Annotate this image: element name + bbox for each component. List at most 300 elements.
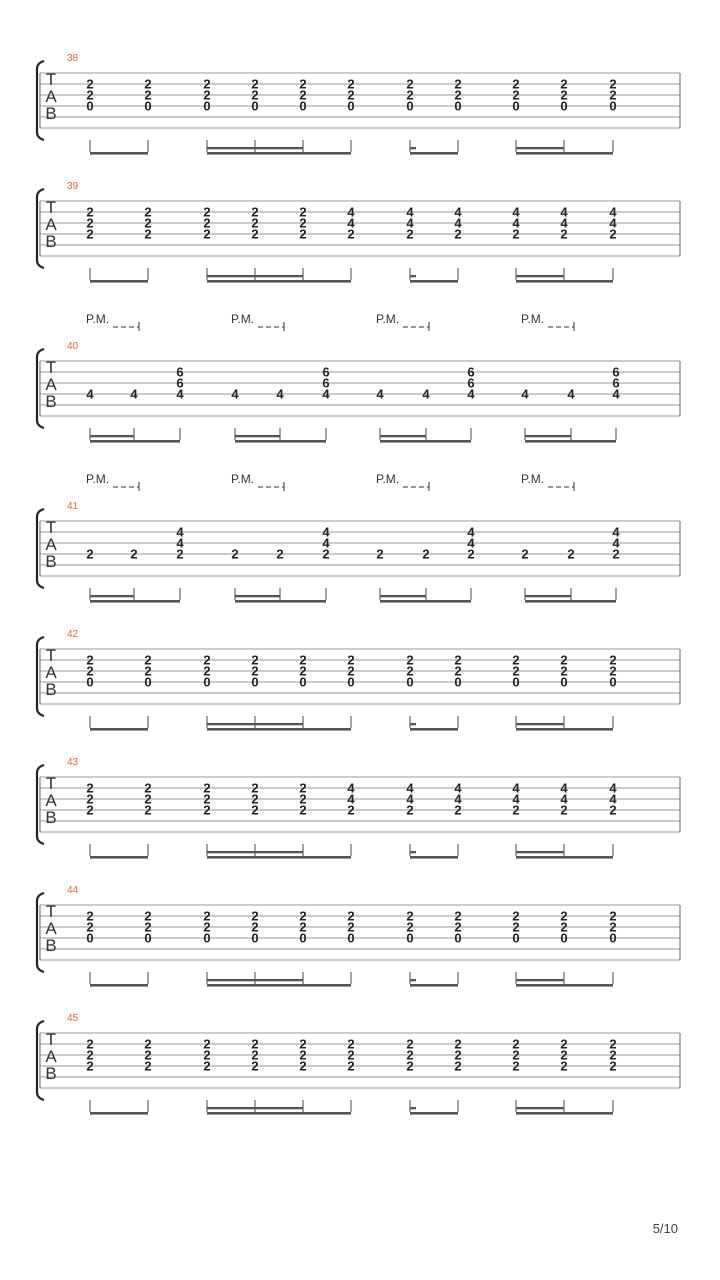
- fret-number: 2: [560, 663, 568, 679]
- fret-number: 0: [299, 98, 307, 114]
- fret-number: 2: [454, 919, 462, 935]
- fret-number: 0: [347, 674, 355, 690]
- fret-number: 0: [454, 930, 462, 946]
- fret-number: 2: [560, 1036, 568, 1052]
- fret-number: 2: [512, 1047, 520, 1063]
- fret-number: 2: [176, 546, 184, 562]
- note-beam: [380, 435, 426, 437]
- tab-clef-t: T: [45, 358, 57, 377]
- fret-number: 2: [609, 919, 617, 935]
- tab-system: [37, 629, 680, 731]
- fret-number: 4: [609, 791, 617, 807]
- fret-number: 2: [86, 76, 94, 92]
- fret-number: 6: [322, 364, 330, 380]
- fret-number: 2: [251, 663, 259, 679]
- fret-number: 2: [86, 802, 94, 818]
- note-beam: [410, 280, 458, 283]
- fret-number: 4: [612, 524, 620, 540]
- fret-number: 2: [512, 908, 520, 924]
- fret-number: 2: [609, 76, 617, 92]
- fret-number: 2: [203, 215, 211, 231]
- fret-number: 2: [512, 802, 520, 818]
- note-beam: [525, 435, 571, 437]
- fret-number: 0: [203, 98, 211, 114]
- fret-number: 0: [86, 674, 94, 690]
- measure-number: 44: [67, 885, 79, 896]
- note-beam: [410, 1112, 458, 1115]
- note-beam: [207, 728, 351, 731]
- note-beam: [516, 275, 564, 277]
- note-beam: [90, 595, 134, 597]
- fret-number: 2: [347, 908, 355, 924]
- measure-number: 43: [67, 757, 79, 768]
- fret-number: 2: [86, 1047, 94, 1063]
- fret-number: 4: [406, 215, 414, 231]
- fret-number: 2: [454, 1058, 462, 1074]
- fret-number: 4: [467, 535, 475, 551]
- tab-clef: [45, 70, 57, 123]
- fret-number: 0: [299, 930, 307, 946]
- fret-number: 2: [251, 215, 259, 231]
- fret-number: 2: [609, 802, 617, 818]
- tab-clef-b: B: [45, 808, 57, 827]
- fret-number: 2: [203, 76, 211, 92]
- fret-number: 2: [144, 204, 152, 220]
- fret-number: 2: [454, 1036, 462, 1052]
- tab-clef-a: A: [45, 663, 57, 682]
- fret-number: 2: [276, 546, 284, 562]
- fret-number: 2: [203, 802, 211, 818]
- measure-number: 38: [67, 53, 79, 64]
- fret-number: 2: [347, 652, 355, 668]
- tab-clef-a: A: [45, 215, 57, 234]
- fret-number: 2: [560, 76, 568, 92]
- fret-number: 0: [347, 930, 355, 946]
- tab-clef-b: B: [45, 936, 57, 955]
- fret-number: 2: [251, 87, 259, 103]
- fret-number: 2: [322, 546, 330, 562]
- tab-clef: [45, 902, 57, 955]
- fret-number: 6: [322, 375, 330, 391]
- note-beam: [90, 856, 148, 859]
- fret-number: 4: [560, 215, 568, 231]
- fret-number: 2: [512, 1036, 520, 1052]
- note-beam: [90, 728, 148, 731]
- fret-number: 2: [86, 908, 94, 924]
- fret-number: 2: [347, 1047, 355, 1063]
- tab-system: [37, 53, 680, 155]
- fret-number: 2: [144, 1036, 152, 1052]
- fret-number: 2: [609, 226, 617, 242]
- fret-number: 2: [347, 87, 355, 103]
- fret-number: 4: [422, 386, 430, 402]
- tab-clef: [45, 1030, 57, 1083]
- note-beam: [410, 728, 458, 731]
- fret-number: 2: [406, 76, 414, 92]
- fret-number: 2: [86, 215, 94, 231]
- fret-number: 0: [144, 98, 152, 114]
- fret-number: 2: [612, 546, 620, 562]
- note-beam: [207, 152, 351, 155]
- fret-number: 2: [609, 908, 617, 924]
- fret-number: 2: [251, 919, 259, 935]
- fret-number: 0: [406, 674, 414, 690]
- fret-number: 4: [454, 204, 462, 220]
- tab-clef-t: T: [45, 774, 57, 793]
- fret-number: 2: [406, 87, 414, 103]
- fret-number: 4: [609, 215, 617, 231]
- fret-number: 2: [560, 226, 568, 242]
- fret-number: 2: [567, 546, 575, 562]
- fret-number: 2: [144, 76, 152, 92]
- fret-number: 0: [406, 98, 414, 114]
- fret-number: 4: [176, 535, 184, 551]
- fret-number: 2: [299, 780, 307, 796]
- note-beam: [410, 856, 458, 859]
- note-beam: [207, 280, 351, 283]
- fret-number: 2: [454, 663, 462, 679]
- fret-number: 2: [512, 663, 520, 679]
- fret-number: 4: [322, 386, 330, 402]
- note-beam: [207, 856, 351, 859]
- fret-number: 4: [322, 524, 330, 540]
- palm-mute-label: P.M.: [521, 472, 545, 486]
- fret-number: 2: [560, 908, 568, 924]
- note-beam: [90, 984, 148, 987]
- fret-number: 4: [560, 791, 568, 807]
- note-beam: [516, 723, 564, 725]
- rhythm: [90, 140, 613, 155]
- fret-number: 4: [231, 386, 239, 402]
- tab-clef-a: A: [45, 375, 57, 394]
- fret-number: 2: [347, 919, 355, 935]
- fret-number: 4: [322, 535, 330, 551]
- tab-system: [37, 1013, 680, 1115]
- note-beam: [90, 1112, 148, 1115]
- fret-number: 0: [512, 930, 520, 946]
- fret-number: 4: [512, 780, 520, 796]
- fret-number: 2: [144, 919, 152, 935]
- fret-number: 4: [512, 791, 520, 807]
- fret-number: 4: [560, 780, 568, 796]
- palm-mute-label: P.M.: [376, 312, 400, 326]
- note-beam: [207, 851, 303, 853]
- fret-number: 2: [203, 919, 211, 935]
- note-beam: [516, 856, 613, 859]
- tab-system: [37, 472, 680, 603]
- palm-mute-label: P.M.: [521, 312, 545, 326]
- note-beam: [410, 723, 416, 725]
- measure-number: 39: [67, 181, 79, 192]
- tab-system: [37, 757, 680, 859]
- palm-mute-label: P.M.: [86, 472, 110, 486]
- fret-number: 0: [251, 930, 259, 946]
- fret-number: 2: [406, 652, 414, 668]
- note-beam: [90, 440, 180, 443]
- tab-clef-b: B: [45, 680, 57, 699]
- fret-number: 2: [376, 546, 384, 562]
- page-number: 5/10: [652, 1221, 678, 1236]
- note-beam: [235, 595, 280, 597]
- note-beam: [516, 152, 613, 155]
- note-beam: [516, 280, 613, 283]
- note-beam: [207, 979, 303, 981]
- fret-number: 4: [406, 204, 414, 220]
- fret-number: 4: [560, 204, 568, 220]
- fret-number: 4: [406, 780, 414, 796]
- note-beam: [207, 723, 303, 725]
- fret-number: 2: [299, 1047, 307, 1063]
- fret-number: 2: [454, 87, 462, 103]
- measure-number: 41: [67, 501, 79, 512]
- fret-number: 2: [560, 802, 568, 818]
- fret-number: 0: [144, 674, 152, 690]
- fret-number: 2: [609, 1047, 617, 1063]
- fret-number: 2: [454, 76, 462, 92]
- fret-number: 2: [203, 908, 211, 924]
- fret-number: 4: [176, 524, 184, 540]
- fret-number: 2: [422, 546, 430, 562]
- fret-number: 0: [203, 674, 211, 690]
- fret-number: 2: [512, 1058, 520, 1074]
- note-beam: [410, 275, 416, 277]
- fret-number: 6: [176, 364, 184, 380]
- note-beam: [410, 979, 416, 981]
- fret-number: 2: [144, 908, 152, 924]
- fret-number: 0: [251, 98, 259, 114]
- fret-number: 2: [521, 546, 529, 562]
- fret-number: 2: [86, 780, 94, 796]
- fret-number: 2: [512, 87, 520, 103]
- fret-number: 2: [347, 1036, 355, 1052]
- tab-clef-t: T: [45, 198, 57, 217]
- palm-mute-label: P.M.: [86, 312, 110, 326]
- note-beam: [516, 147, 564, 149]
- note-beam: [410, 152, 458, 155]
- fret-number: 4: [454, 215, 462, 231]
- note-beam: [235, 600, 326, 603]
- fret-number: 2: [251, 780, 259, 796]
- fret-number: 6: [467, 375, 475, 391]
- fret-number: 0: [251, 674, 259, 690]
- fret-number: 2: [299, 652, 307, 668]
- fret-number: 4: [347, 791, 355, 807]
- note-beam: [207, 275, 303, 277]
- fret-number: 2: [203, 652, 211, 668]
- fret-number: 6: [612, 364, 620, 380]
- fret-number: 2: [609, 1036, 617, 1052]
- fret-number: 0: [86, 930, 94, 946]
- fret-number: 2: [406, 802, 414, 818]
- rhythm: [90, 588, 616, 603]
- tab-clef-a: A: [45, 919, 57, 938]
- fret-number: 2: [512, 919, 520, 935]
- fret-number: 2: [299, 1058, 307, 1074]
- fret-number: 2: [251, 76, 259, 92]
- fret-number: 2: [299, 908, 307, 924]
- fret-number: 2: [347, 226, 355, 242]
- rhythm: [90, 268, 613, 283]
- fret-number: 2: [231, 546, 239, 562]
- note-beam: [525, 440, 616, 443]
- fret-number: 0: [512, 98, 520, 114]
- fret-number: 2: [406, 1036, 414, 1052]
- note-beam: [410, 147, 416, 149]
- fret-number: 4: [347, 204, 355, 220]
- fret-number: 2: [203, 1058, 211, 1074]
- fret-number: 2: [86, 546, 94, 562]
- fret-number: 0: [609, 674, 617, 690]
- fret-number: 2: [299, 791, 307, 807]
- fret-number: 2: [347, 1058, 355, 1074]
- fret-number: 4: [612, 386, 620, 402]
- fret-number: 0: [144, 930, 152, 946]
- note-beam: [90, 600, 180, 603]
- fret-number: 4: [376, 386, 384, 402]
- fret-number: 2: [203, 663, 211, 679]
- note-beam: [516, 984, 613, 987]
- fret-number: 2: [454, 652, 462, 668]
- fret-number: 2: [251, 908, 259, 924]
- fret-number: 2: [251, 1058, 259, 1074]
- fret-number: 0: [299, 674, 307, 690]
- fret-number: 2: [86, 919, 94, 935]
- fret-number: 2: [251, 204, 259, 220]
- fret-number: 2: [251, 1036, 259, 1052]
- fret-number: 2: [299, 204, 307, 220]
- tab-clef: [45, 358, 57, 411]
- fret-number: 2: [251, 802, 259, 818]
- fret-number: 4: [512, 215, 520, 231]
- fret-number: 2: [512, 226, 520, 242]
- fret-number: 0: [560, 930, 568, 946]
- fret-number: 2: [609, 663, 617, 679]
- measure-number: 40: [67, 341, 79, 352]
- fret-number: 2: [144, 1047, 152, 1063]
- fret-number: 4: [512, 204, 520, 220]
- fret-number: 0: [560, 674, 568, 690]
- fret-number: 2: [299, 226, 307, 242]
- fret-number: 2: [86, 791, 94, 807]
- fret-number: 2: [144, 780, 152, 796]
- fret-number: 2: [251, 1047, 259, 1063]
- tab-clef-a: A: [45, 1047, 57, 1066]
- tab-clef-b: B: [45, 552, 57, 571]
- fret-number: 2: [299, 87, 307, 103]
- fret-number: 2: [299, 1036, 307, 1052]
- rhythm: [90, 428, 616, 443]
- palm-mute-row: [86, 312, 574, 331]
- fret-number: 4: [612, 535, 620, 551]
- note-beam: [90, 152, 148, 155]
- fret-number: 2: [299, 802, 307, 818]
- tab-system: [37, 181, 680, 283]
- fret-number: 2: [560, 87, 568, 103]
- fret-number: 2: [144, 1058, 152, 1074]
- fret-number: 2: [86, 1058, 94, 1074]
- fret-number: 6: [467, 364, 475, 380]
- fret-number: 2: [144, 802, 152, 818]
- note-beam: [207, 1107, 303, 1109]
- fret-number: 2: [406, 1058, 414, 1074]
- fret-number: 0: [609, 930, 617, 946]
- fret-number: 2: [454, 1047, 462, 1063]
- fret-number: 2: [251, 652, 259, 668]
- note-beam: [410, 1107, 416, 1109]
- tab-clef-a: A: [45, 87, 57, 106]
- fret-number: 2: [299, 76, 307, 92]
- tab-clef-t: T: [45, 902, 57, 921]
- fret-number: 2: [251, 791, 259, 807]
- note-beam: [380, 595, 426, 597]
- note-beam: [516, 979, 564, 981]
- tab-system: [37, 885, 680, 987]
- tab-clef-b: B: [45, 232, 57, 251]
- rhythm: [90, 972, 613, 987]
- fret-number: 2: [86, 1036, 94, 1052]
- note-beam: [380, 440, 471, 443]
- tab-clef-a: A: [45, 535, 57, 554]
- fret-number: 2: [299, 663, 307, 679]
- note-beam: [207, 984, 351, 987]
- fret-number: 2: [609, 87, 617, 103]
- fret-number: 0: [454, 98, 462, 114]
- tab-clef-b: B: [45, 392, 57, 411]
- fret-number: 4: [609, 780, 617, 796]
- fret-number: 2: [144, 226, 152, 242]
- fret-number: 2: [560, 1047, 568, 1063]
- measure-number: 42: [67, 629, 79, 640]
- fret-number: 2: [454, 226, 462, 242]
- note-beam: [207, 1112, 351, 1115]
- fret-number: 4: [276, 386, 284, 402]
- tab-clef-a: A: [45, 791, 57, 810]
- note-beam: [90, 280, 148, 283]
- fret-number: 2: [203, 791, 211, 807]
- fret-number: 2: [406, 226, 414, 242]
- fret-number: 2: [144, 791, 152, 807]
- fret-number: 2: [144, 652, 152, 668]
- fret-number: 2: [203, 1047, 211, 1063]
- note-beam: [525, 600, 616, 603]
- note-beam: [380, 600, 471, 603]
- fret-number: 2: [299, 919, 307, 935]
- fret-number: 0: [347, 98, 355, 114]
- fret-number: 2: [203, 204, 211, 220]
- fret-number: 2: [347, 76, 355, 92]
- fret-number: 6: [176, 375, 184, 391]
- fret-number: 0: [203, 930, 211, 946]
- palm-mute-label: P.M.: [231, 312, 255, 326]
- note-beam: [410, 984, 458, 987]
- fret-number: 4: [347, 215, 355, 231]
- fret-number: 2: [609, 1058, 617, 1074]
- tab-system: [37, 312, 680, 443]
- fret-number: 2: [203, 1036, 211, 1052]
- rhythm: [90, 716, 613, 731]
- note-beam: [410, 851, 416, 853]
- fret-number: 4: [609, 204, 617, 220]
- fret-number: 4: [454, 791, 462, 807]
- fret-number: 2: [251, 226, 259, 242]
- fret-number: 2: [130, 546, 138, 562]
- fret-number: 2: [86, 226, 94, 242]
- fret-number: 0: [86, 98, 94, 114]
- tab-clef-t: T: [45, 70, 57, 89]
- measure-number: 45: [67, 1013, 79, 1024]
- fret-number: 2: [406, 663, 414, 679]
- fret-number: 2: [512, 76, 520, 92]
